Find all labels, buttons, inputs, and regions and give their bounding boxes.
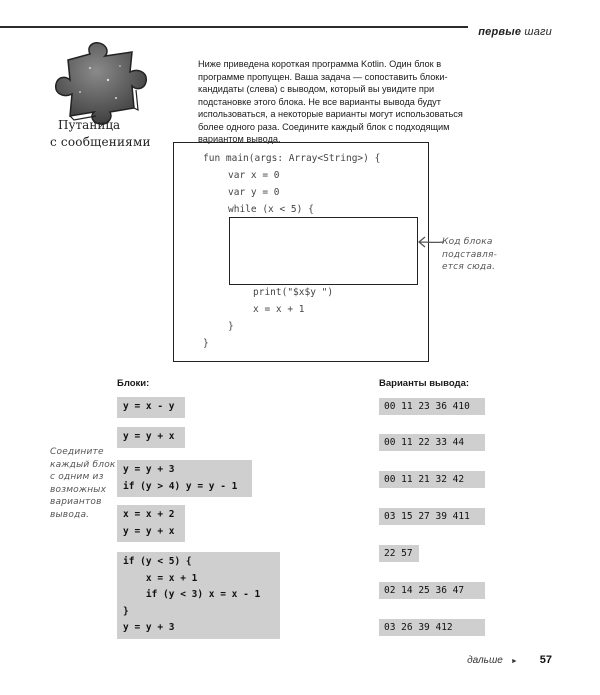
output-option-7[interactable]: 03 26 39 412 — [379, 619, 485, 636]
candidate-block-5[interactable]: if (y < 5) { x = x + 1 if (y < 3) x = x - 1 } y = y + 3 — [117, 552, 280, 639]
blocks-heading: Блоки: — [117, 378, 150, 389]
code-line: print("$x$y ") — [253, 287, 334, 298]
puzzle-title-line1: Путаница — [58, 118, 121, 132]
missing-block-slot — [229, 217, 418, 285]
candidate-block-4[interactable]: x = x + 2 y = y + x — [117, 505, 185, 542]
intro-paragraph: Ниже приведена короткая программа Kotlin. Один блок в программе пропущен. Ваша задача — сопоставить блоки-кандидаты (слева) с выводом, который вы увидите при подстановке этого блока. Не все варианты вывода будут использоваться, а некоторые варианты могут использоваться более одного раза. Соедините каждый блок с подходящим вариантом вывода. — [198, 59, 463, 144]
page-footer — [467, 654, 552, 666]
code-line: var x = 0 — [228, 170, 280, 181]
candidate-block-3[interactable]: y = y + 3 if (y > 4) y = y - 1 — [117, 460, 252, 497]
code-line: } — [203, 338, 209, 349]
output-option-5[interactable]: 22 57 — [379, 545, 419, 562]
code-line: x = x + 1 — [253, 304, 305, 315]
output-option-4[interactable]: 03 15 27 39 411 — [379, 508, 485, 525]
code-line: fun main(args: Array<String>) { — [203, 153, 381, 164]
header-bold: первые — [478, 26, 522, 38]
code-line: var y = 0 — [228, 187, 280, 198]
next-link-label[interactable]: дальше — [467, 655, 503, 666]
outputs-heading: Варианты вывода: — [379, 378, 470, 389]
output-option-1[interactable]: 00 11 23 36 410 — [379, 398, 485, 415]
puzzle-title-line2: с сообщениями — [50, 135, 151, 149]
output-option-2[interactable]: 00 11 22 33 44 — [379, 434, 485, 451]
candidate-block-1[interactable]: y = x - y — [117, 397, 185, 418]
code-line: while (x < 5) { — [228, 204, 314, 215]
candidate-block-2[interactable]: y = y + x — [117, 427, 185, 448]
puzzle-piece-icon — [50, 38, 165, 126]
code-line: } — [228, 321, 234, 332]
header-rest: шаги — [524, 26, 552, 38]
slot-note: Код блока подставля- ется сюда. — [442, 237, 498, 272]
next-arrow-icon: ► — [510, 658, 518, 665]
output-option-6[interactable]: 02 14 25 36 47 — [379, 582, 485, 599]
page-number: 57 — [539, 654, 552, 666]
output-option-3[interactable]: 00 11 21 32 42 — [379, 471, 485, 488]
matching-instructions-note: Соедините каждый блок с одним из возможных вариантов вывода. — [50, 447, 116, 520]
running-header — [468, 22, 600, 40]
